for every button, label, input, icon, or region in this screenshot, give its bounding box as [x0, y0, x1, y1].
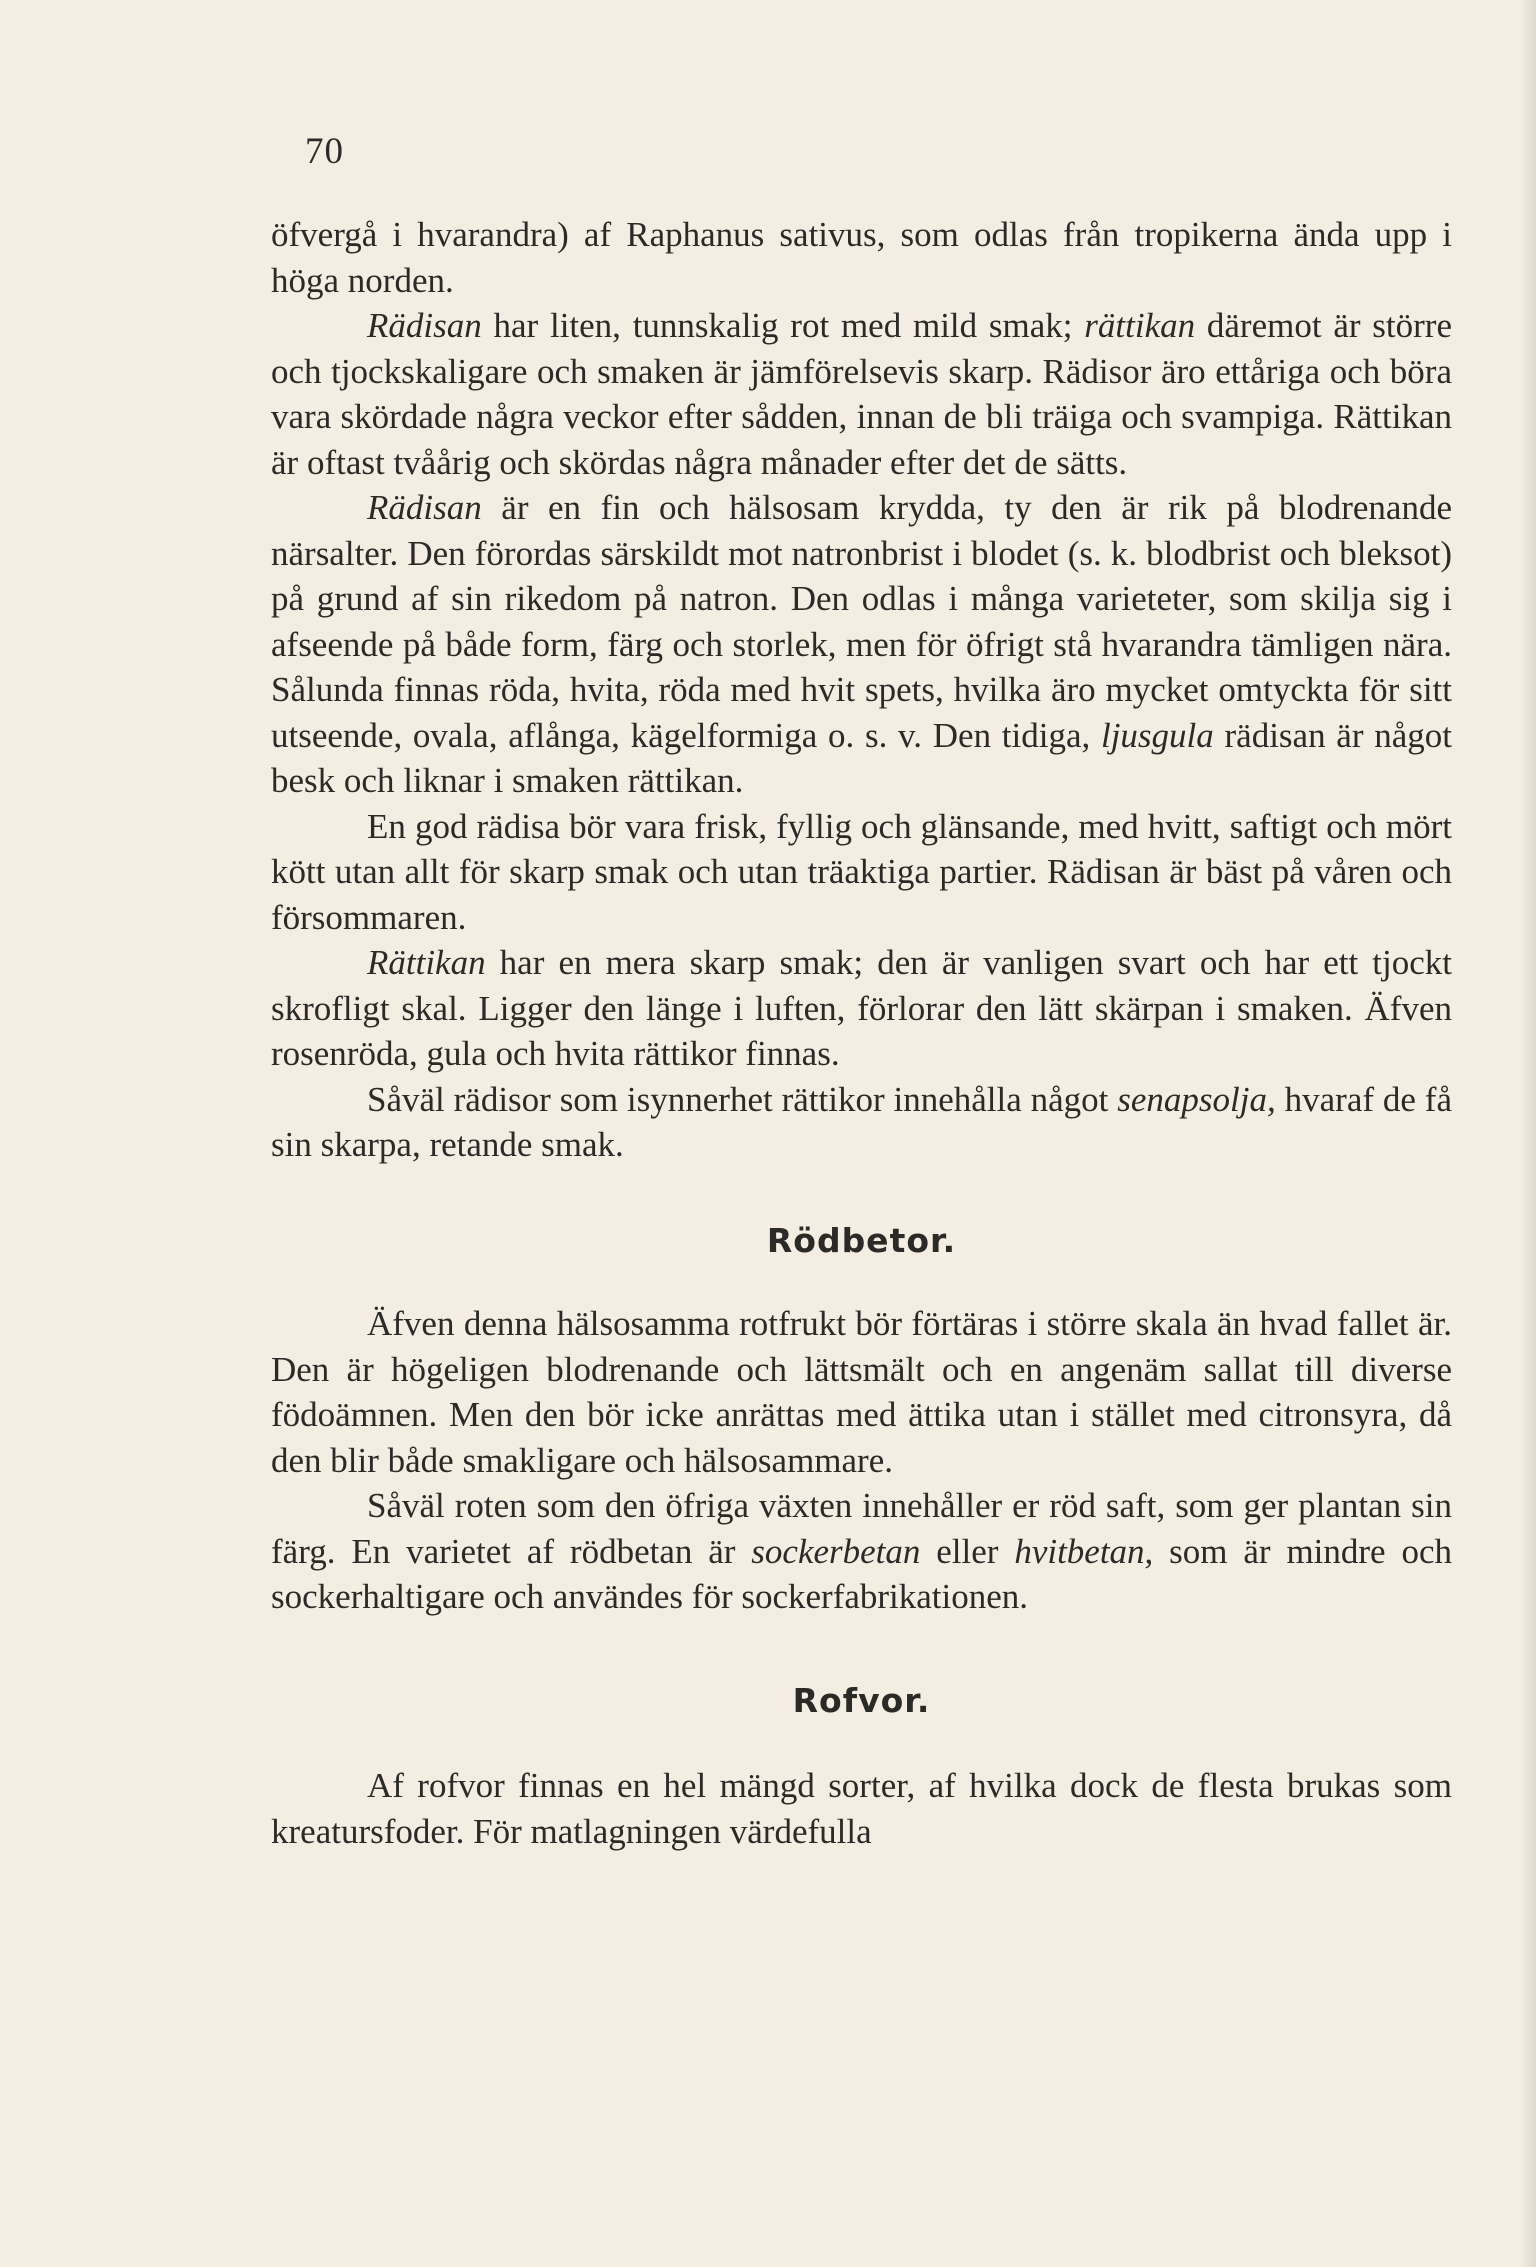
italic-term: sockerbetan [751, 1531, 921, 1571]
text-run: En god rädisa bör vara frisk, fyllig och glänsande, med hvitt, saftigt och mört kött utan allt för skarp smak och utan träaktiga partier. Rädisan är bäst på våren och försommaren. [271, 806, 1452, 937]
section-heading-rodbetor: Rödbetor. [766, 1220, 957, 1260]
text-run: Såväl roten som den öfriga växten innehåller er röd saft, som ger plantan sin färg. En varietet af rödbetan är [271, 1486, 1452, 1571]
italic-term: Rättikan [367, 943, 486, 982]
text-run: som är mindre och sockerhaltigare och användes för sockerfabrikationen. [271, 1531, 1452, 1616]
text-run: däremot är större och tjockskaligare och smaken är jämförelsevis skarp. Rädisor äro ettåriga och böra vara skördade några veckor efter sådden, innan de bli träiga och svampiga. Rättikan är oftast tvåårig och skördas några månader efter det de sätts. [271, 306, 1452, 482]
text-run: hvaraf de få sin skarpa, retande smak. [271, 1079, 1452, 1164]
section-radisor [271, 212, 1452, 1168]
page-number: 70 [305, 131, 344, 172]
paragraph [271, 485, 1452, 804]
italic-term: Rädisan [367, 488, 482, 527]
text-run: öfvergå i hvarandra) af Raphanus sativus, som odlas från tropikerna ända upp i höga norden. [271, 215, 1452, 300]
paragraph [271, 303, 1452, 485]
text-run: Af rofvor finnas en hel mängd sorter, af hvilka dock de flesta brukas som kreatursfoder. För matlagningen värdefulla [271, 1766, 1452, 1851]
text-run: Äfven denna hälsosamma rotfrukt bör förtäras i större skala än hvad fallet är. Den är högeligen blodrenande och lättsmält och en angenäm sallat till diverse födoämnen. Men den bör icke anrättas med ättika utan i stället med citronsyra, då den blir både smakligare och hälsosammare. [271, 1304, 1452, 1480]
text-run: rädisan är något besk och liknar i smaken rättikan. [271, 715, 1452, 800]
paragraph [271, 1483, 1452, 1620]
italic-term: ljusgula [1100, 715, 1214, 755]
text-run: har en mera skarp smak; den är vanligen svart och har ett tjockt skrofligt skal. Ligger den länge i luften, förlorar den lätt skärpan i smaken. Äfven rosenröda, gula och hvita rättikor finnas. [271, 943, 1452, 1073]
italic-term: Rädisan [367, 306, 482, 345]
italic-term: senapsolja, [1117, 1079, 1276, 1119]
paragraph [271, 1763, 1452, 1854]
text-run: har liten, tunnskalig rot med mild smak; [481, 306, 1085, 345]
section-rodbetor [271, 1301, 1452, 1620]
paragraph [271, 1077, 1452, 1168]
italic-term: rättikan [1084, 306, 1196, 345]
text-run: eller [920, 1531, 1015, 1571]
section-rofvor [271, 1763, 1452, 1854]
section-heading-rofvor: Rofvor. [792, 1680, 931, 1720]
paragraph [271, 212, 1452, 303]
page-text [271, 212, 1452, 1854]
italic-term: hvitbetan, [1014, 1531, 1154, 1571]
text-run: Såväl rädisor som isynnerhet rättikor innehålla något [367, 1079, 1118, 1119]
paragraph [271, 804, 1452, 941]
paragraph [271, 1301, 1452, 1483]
text-run: är en fin och hälsosam krydda, ty den är rik på blodrenande närsalter. Den förordas särskildt mot natronbrist i blodet (s. k. blodbrist och bleksot) på grund af sin rikedom på natron. Den odlas i många varieteter, som skilja sig i afseende på både form, färg och storlek, men för öfrigt stå hvarandra tämligen nära. Sålunda finnas röda, hvita, röda med hvit spets, hvilka äro mycket omtyckta för sitt utseende, ovala, aflånga, kägelformiga o. s. v. Den tidiga, [271, 488, 1452, 755]
paragraph [271, 940, 1452, 1077]
